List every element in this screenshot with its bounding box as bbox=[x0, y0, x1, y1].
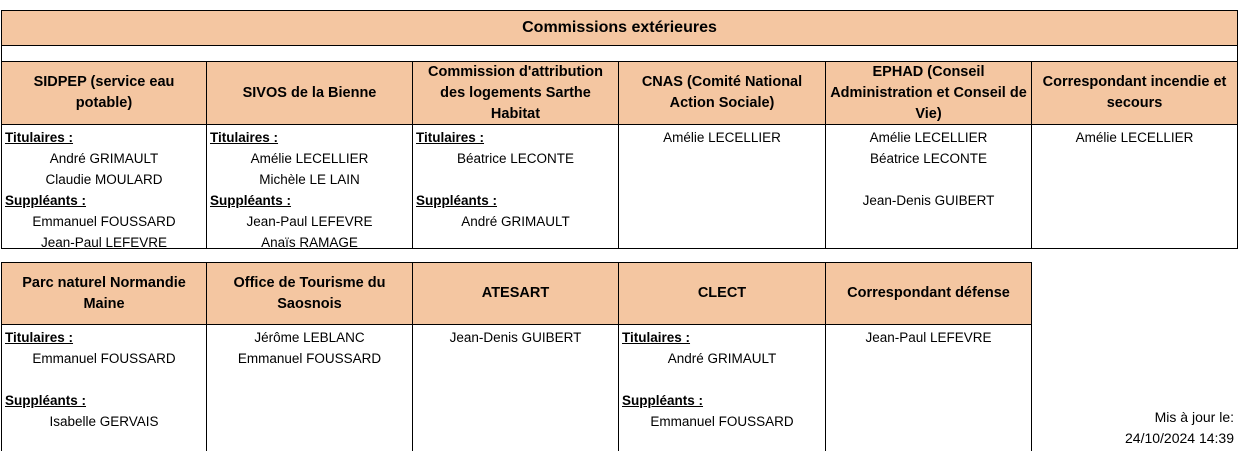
member-name: Amélie LECELLIER bbox=[663, 130, 781, 145]
member-role-label: Titulaires : bbox=[416, 130, 485, 145]
commission-name: SIDPEP (service eau potable) bbox=[2, 62, 206, 125]
member-name: Isabelle GERVAIS bbox=[49, 414, 159, 429]
member-name: Jean-Paul LEFEVRE bbox=[865, 330, 992, 345]
commission-name: Correspondant incendie et secours bbox=[1032, 62, 1237, 125]
empty-line bbox=[619, 369, 825, 390]
commission-column bbox=[413, 62, 619, 248]
member-name: Béatrice LECONTE bbox=[456, 151, 575, 166]
commission-name: Office de Tourisme du Saosnois bbox=[207, 263, 412, 325]
commission-name: SIVOS de la Bienne bbox=[207, 62, 412, 125]
commission-name: Parc naturel Normandie Maine bbox=[2, 263, 206, 325]
member-name: Michèle LE LAIN bbox=[259, 172, 360, 187]
commission-members bbox=[826, 325, 1031, 451]
member-name: Jean-Denis GUIBERT bbox=[449, 330, 582, 345]
commission-members bbox=[413, 325, 618, 451]
member-role-label: Suppléants : bbox=[210, 193, 292, 208]
member-name: Jean-Paul LEFEVRE bbox=[40, 235, 168, 250]
commissions-table-2 bbox=[1, 262, 1032, 451]
member-name: Anaïs RAMAGE bbox=[261, 235, 358, 250]
spacer-row bbox=[1, 46, 1238, 62]
empty-line bbox=[413, 169, 618, 190]
member-name: André GRIMAULT bbox=[667, 351, 777, 366]
member-name: Emmanuel FOUSSARD bbox=[32, 351, 176, 366]
last-updated-label: Mis à jour le: bbox=[1154, 409, 1234, 425]
commission-column bbox=[1, 262, 207, 451]
member-name: Emmanuel FOUSSARD bbox=[32, 214, 176, 229]
commission-name: ATESART bbox=[413, 263, 618, 325]
commission-members bbox=[2, 325, 206, 451]
commissions-table-1 bbox=[1, 62, 1238, 249]
member-name: André GRIMAULT bbox=[461, 214, 570, 229]
commission-name: Commission d'attribution des logements Sarthe Habitat bbox=[413, 62, 618, 125]
commission-name: EPHAD (Conseil Administration et Conseil de Vie) bbox=[826, 62, 1031, 125]
member-name: Claudie MOULARD bbox=[45, 172, 163, 187]
commission-members bbox=[826, 125, 1031, 248]
member-name: Jean-Denis GUIBERT bbox=[862, 193, 995, 208]
member-role-label: Suppléants : bbox=[416, 193, 498, 208]
member-name: Béatrice LECONTE bbox=[869, 151, 988, 166]
member-role-label: Titulaires : bbox=[5, 330, 74, 345]
commission-name: CLECT bbox=[619, 263, 825, 325]
commission-column bbox=[207, 62, 413, 248]
commission-column bbox=[826, 262, 1032, 451]
commission-members bbox=[2, 125, 206, 248]
member-name: André GRIMAULT bbox=[49, 151, 159, 166]
commission-column bbox=[619, 62, 826, 248]
commission-column bbox=[826, 62, 1032, 248]
member-role-label: Titulaires : bbox=[210, 130, 279, 145]
commission-column bbox=[207, 262, 413, 451]
commission-column bbox=[1, 62, 207, 248]
commission-column bbox=[619, 262, 826, 451]
commission-column bbox=[413, 262, 619, 451]
member-role-label: Titulaires : bbox=[622, 330, 691, 345]
member-name: Emmanuel FOUSSARD bbox=[650, 414, 794, 429]
commission-column bbox=[1032, 62, 1238, 248]
member-role-label: Suppléants : bbox=[5, 193, 87, 208]
commission-members bbox=[619, 125, 825, 248]
commission-members bbox=[207, 325, 412, 451]
member-name: Amélie LECELLIER bbox=[869, 130, 988, 145]
commission-members bbox=[413, 125, 618, 248]
member-name: Jean-Paul LEFEVRE bbox=[246, 214, 373, 229]
last-updated bbox=[1125, 407, 1234, 449]
member-name: Emmanuel FOUSSARD bbox=[237, 351, 382, 366]
member-name: Jérôme LEBLANC bbox=[254, 330, 365, 345]
member-name: Amélie LECELLIER bbox=[250, 151, 369, 166]
last-updated-value: 24/10/2024 14:39 bbox=[1125, 430, 1234, 446]
commission-members bbox=[207, 125, 412, 248]
member-role-label: Suppléants : bbox=[622, 393, 704, 408]
member-name: Amélie LECELLIER bbox=[1075, 130, 1194, 145]
empty-line bbox=[2, 369, 206, 390]
commission-members bbox=[1032, 125, 1237, 248]
member-role-label: Titulaires : bbox=[5, 130, 74, 145]
commission-members bbox=[619, 325, 825, 451]
page-title: Commissions extérieures bbox=[1, 10, 1238, 46]
empty-line bbox=[826, 169, 1031, 190]
commission-name: CNAS (Comité National Action Sociale) bbox=[619, 62, 825, 125]
member-role-label: Suppléants : bbox=[5, 393, 87, 408]
commission-name: Correspondant défense bbox=[826, 263, 1031, 325]
